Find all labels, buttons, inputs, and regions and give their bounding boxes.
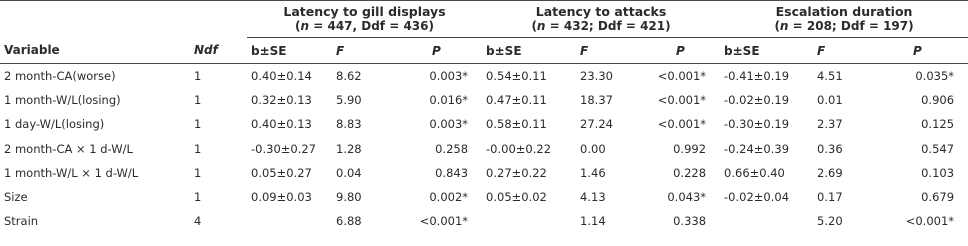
f-cell: 1.14 — [580, 214, 606, 229]
table-row — [0, 64, 968, 89]
col-header-f: F — [332, 38, 402, 64]
b-se-cell: -0.30±0.19 — [724, 117, 790, 132]
p-cell: 0.547 — [921, 141, 955, 156]
b-se-cell — [247, 209, 332, 233]
group-subtitle-rest: = 208; Ddf = 197) — [788, 19, 914, 33]
group-title: Escalation duration — [775, 4, 913, 19]
b-se-cell: -0.30±0.27 — [251, 141, 316, 156]
p-cell: 0.258 — [435, 141, 469, 156]
p-cell: 0.125 — [921, 117, 955, 132]
ndf-cell: 4 — [194, 214, 202, 229]
group-subtitle: (n = 208; Ddf = 197) — [774, 19, 914, 33]
b-se-cell: 0.47±0.11 — [486, 93, 547, 108]
ndf-cell: 1 — [194, 69, 202, 84]
column-header-row — [0, 38, 968, 64]
group-header-escalation — [720, 1, 968, 38]
p-cell: 0.003* — [429, 69, 469, 84]
f-cell: 8.83 — [336, 117, 362, 132]
ndf-cell: 1 — [194, 141, 202, 156]
f-cell: 1.28 — [336, 141, 362, 156]
f-cell: 0.04 — [336, 165, 362, 180]
n-symbol: n — [779, 19, 789, 33]
table-row — [0, 137, 968, 161]
f-cell: 2.37 — [817, 117, 843, 132]
f-cell: 2.69 — [817, 165, 843, 180]
f-cell: 6.88 — [336, 214, 362, 229]
b-se-cell: -0.24±0.39 — [724, 141, 790, 156]
p-cell: 0.338 — [673, 214, 707, 229]
b-se-cell: 0.32±0.13 — [251, 93, 312, 108]
ndf-cell: 1 — [194, 117, 202, 132]
col-header-ndf: Ndf — [190, 38, 247, 64]
p-cell: 0.906 — [921, 93, 955, 108]
f-cell: 9.80 — [336, 190, 362, 205]
col-header-b-se: b±SE — [720, 38, 813, 64]
group-subtitle: (n = 447, Ddf = 436) — [295, 19, 434, 33]
group-subtitle: (n = 432; Ddf = 421) — [531, 19, 671, 33]
p-cell: 0.228 — [673, 165, 707, 180]
group-header-gill-displays — [247, 1, 482, 38]
group-header-row — [0, 1, 968, 38]
ndf-cell: 1 — [194, 190, 202, 205]
b-se-cell: 0.27±0.22 — [486, 165, 547, 180]
table-row — [0, 209, 968, 233]
variable-cell: 1 month-W/L(losing) — [4, 93, 121, 108]
ndf-cell: 1 — [194, 165, 202, 180]
p-cell: <0.001* — [419, 214, 469, 229]
col-header-p: P — [883, 38, 968, 64]
header-spacer — [0, 1, 247, 38]
ndf-cell: 1 — [194, 93, 202, 108]
variable-cell: 2 month-CA × 1 d-W/L — [4, 141, 133, 156]
f-cell: 0.01 — [817, 93, 843, 108]
p-cell: <0.001* — [657, 117, 707, 132]
f-cell: 1.46 — [580, 165, 606, 180]
b-se-cell: 0.05±0.02 — [486, 190, 547, 205]
col-header-p: P — [646, 38, 720, 64]
f-cell: 23.30 — [580, 69, 613, 84]
table-row — [0, 112, 968, 136]
b-se-cell: -0.00±0.22 — [486, 141, 552, 156]
n-symbol: n — [536, 19, 546, 33]
b-se-cell: -0.02±0.19 — [724, 93, 790, 108]
b-se-cell: -0.02±0.04 — [724, 190, 790, 205]
b-se-cell: 0.40±0.14 — [251, 69, 312, 84]
f-cell: 18.37 — [580, 93, 613, 108]
b-se-cell: 0.66±0.40 — [724, 165, 785, 180]
variable-cell: 2 month-CA(worse) — [4, 69, 116, 84]
table-body — [0, 64, 968, 234]
f-cell: 27.24 — [580, 117, 613, 132]
variable-cell: Size — [4, 190, 28, 205]
f-cell: 0.00 — [580, 141, 606, 156]
b-se-cell: -0.41±0.19 — [724, 69, 790, 84]
variable-cell: 1 month-W/L × 1 d-W/L — [4, 165, 139, 180]
b-se-cell: 0.09±0.03 — [251, 190, 312, 205]
p-cell: 0.002* — [429, 190, 469, 205]
f-cell: 0.17 — [817, 190, 843, 205]
group-subtitle-rest: = 447, Ddf = 436) — [309, 19, 434, 33]
table-row — [0, 185, 968, 209]
col-header-b-se: b±SE — [482, 38, 576, 64]
f-cell: 5.90 — [336, 93, 362, 108]
p-cell: 0.043* — [667, 190, 707, 205]
p-cell: 0.103 — [921, 165, 955, 180]
b-se-cell: 0.05±0.27 — [251, 165, 312, 180]
f-cell: 4.51 — [817, 69, 843, 84]
variable-cell: 1 day-W/L(losing) — [4, 117, 105, 132]
b-se-cell — [482, 209, 576, 233]
p-cell: <0.001* — [905, 214, 955, 229]
table-row — [0, 161, 968, 185]
p-cell: 0.016* — [429, 93, 469, 108]
b-se-cell: 0.58±0.11 — [486, 117, 547, 132]
group-title: Latency to attacks — [535, 4, 667, 19]
b-se-cell — [720, 209, 813, 233]
f-cell: 5.20 — [817, 214, 843, 229]
col-header-p: P — [402, 38, 482, 64]
p-cell: 0.843 — [435, 165, 469, 180]
p-cell: 0.679 — [921, 190, 955, 205]
p-cell: <0.001* — [657, 93, 707, 108]
f-cell: 4.13 — [580, 190, 606, 205]
group-title: Latency to gill displays — [283, 4, 446, 19]
group-header-attacks — [482, 1, 720, 38]
n-symbol: n — [300, 19, 310, 33]
f-cell: 8.62 — [336, 69, 362, 84]
col-header-f: F — [813, 38, 883, 64]
p-cell: 0.035* — [915, 69, 955, 84]
f-cell: 0.36 — [817, 141, 843, 156]
p-cell: 0.003* — [429, 117, 469, 132]
col-header-b-se: b±SE — [247, 38, 332, 64]
variable-cell: Strain — [4, 214, 39, 229]
b-se-cell: 0.40±0.13 — [251, 117, 312, 132]
b-se-cell: 0.54±0.11 — [486, 69, 547, 84]
group-subtitle-rest: = 432; Ddf = 421) — [545, 19, 671, 33]
p-cell: 0.992 — [673, 141, 707, 156]
table-row — [0, 88, 968, 112]
col-header-variable: Variable — [0, 38, 190, 64]
p-cell: <0.001* — [657, 69, 707, 84]
col-header-f: F — [576, 38, 646, 64]
